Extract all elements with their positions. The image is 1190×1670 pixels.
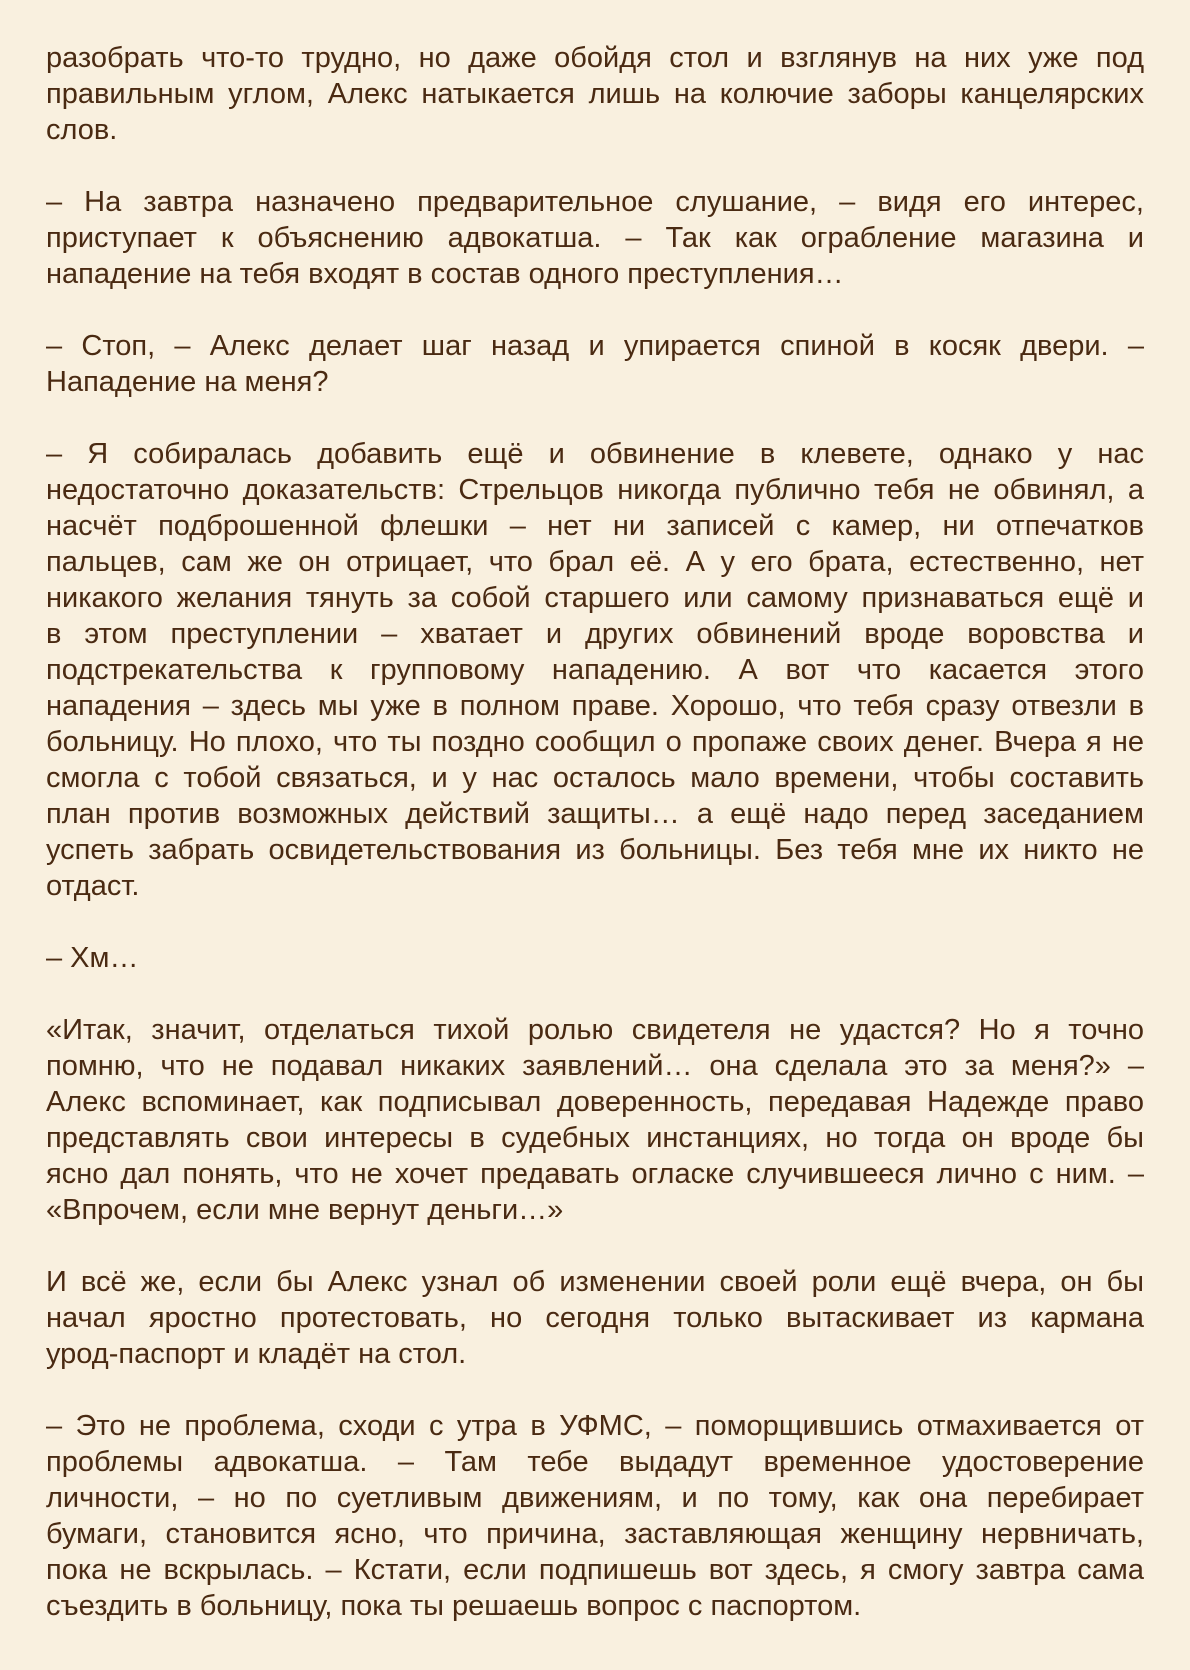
text-line: слов. [46,114,118,146]
paragraph-2 [46,184,1144,292]
text-line: больницу. Но плохо, что ты поздно сообщил о пропаже своих денег. Вчера я не [46,726,1144,758]
text-line: приступает к объяснению адвокатша. – Так как ограбление магазина и [46,222,1144,254]
text-line: никакого желания тянуть за собой старшего или самому признаваться ещё и [46,582,1144,614]
paragraph-5 [46,940,1144,976]
text-line: представлять свои интересы в судебных инстанциях, но тогда он вроде бы [46,1122,1144,1154]
text-line: успеть забрать освидетельствования из больницы. Без тебя мне их никто не [46,834,1144,866]
text-line: И всё же, если бы Алекс узнал об изменении своей роли ещё вчера, он бы [46,1266,1144,1298]
text-line: съездить в больницу, пока ты решаешь вопрос с паспортом. [46,1590,862,1622]
text-line: пальцев, сам же он отрицает, что брал её. А у его брата, естественно, нет [46,546,1144,578]
text-line: «Впрочем, если мне вернут деньги…» [46,1194,564,1226]
text-line: помню, что не подавал никаких заявлений… она сделала это за меня?» – [46,1050,1144,1082]
text-line: в этом преступлении – хватает и других обвинений вроде воровства и [46,618,1144,650]
paragraph-6 [46,1012,1144,1228]
text-line: нападение на тебя входят в состав одного преступления… [46,258,844,290]
text-line: план против возможных действий защиты… а ещё надо перед заседанием [46,798,1144,830]
text-line: – Стоп, – Алекс делает шаг назад и упирается спиной в косяк двери. – [46,330,1144,362]
text-line: нападения – здесь мы уже в полном праве. Хорошо, что тебя сразу отвезли в [46,690,1144,722]
text-line: ясно дал понять, что не хочет предавать огласке случившееся лично с ним. – [46,1158,1144,1190]
text-line: смогла с тобой связаться, и у нас осталось мало времени, чтобы составить [46,762,1144,794]
text-line: подстрекательства к групповому нападению. А вот что касается этого [46,654,1144,686]
text-line: пока не вскрылась. – Кстати, если подпишешь вот здесь, я смогу завтра сама [46,1554,1144,1586]
text-line: насчёт подброшенной флешки – нет ни записей с камер, ни отпечатков [46,510,1144,542]
text-line: Нападение на меня? [46,366,329,398]
paragraph-7 [46,1264,1144,1372]
text-line: правильным углом, Алекс натыкается лишь на колючие заборы канцелярских [46,78,1144,110]
text-line: – Хм… [46,942,139,974]
text-line: бумаги, становится ясно, что причина, заставляющая женщину нервничать, [46,1518,1144,1550]
text-line: – Это не проблема, сходи с утра в УФМС, – поморщившись отмахивается от [46,1410,1144,1442]
paragraph-8 [46,1408,1144,1624]
text-line: личности, – но по суетливым движениям, и по тому, как она перебирает [46,1482,1144,1514]
text-line: проблемы адвокатша. – Там тебе выдадут временное удостоверение [46,1446,1144,1478]
text-line: Алекс вспоминает, как подписывал доверенность, передавая Надежде право [46,1086,1144,1118]
text-line: – Я собиралась добавить ещё и обвинение в клевете, однако у нас [46,438,1144,470]
text-line: недостаточно доказательств: Стрельцов никогда публично тебя не обвинял, а [46,474,1144,506]
text-line: начал яростно протестовать, но сегодня только вытаскивает из кармана [46,1302,1144,1334]
paragraph-4 [46,436,1144,904]
paragraph-3 [46,328,1144,400]
text-line: разобрать что-то трудно, но даже обойдя стол и взглянув на них уже под [46,42,1144,74]
text-line: «Итак, значит, отделаться тихой ролью свидетеля не удастся? Но я точно [46,1014,1144,1046]
text-line: – На завтра назначено предварительное слушание, – видя его интерес, [46,186,1144,218]
text-line: урод-паспорт и кладёт на стол. [46,1338,467,1370]
paragraph-1 [46,40,1144,148]
text-line: отдаст. [46,870,140,902]
